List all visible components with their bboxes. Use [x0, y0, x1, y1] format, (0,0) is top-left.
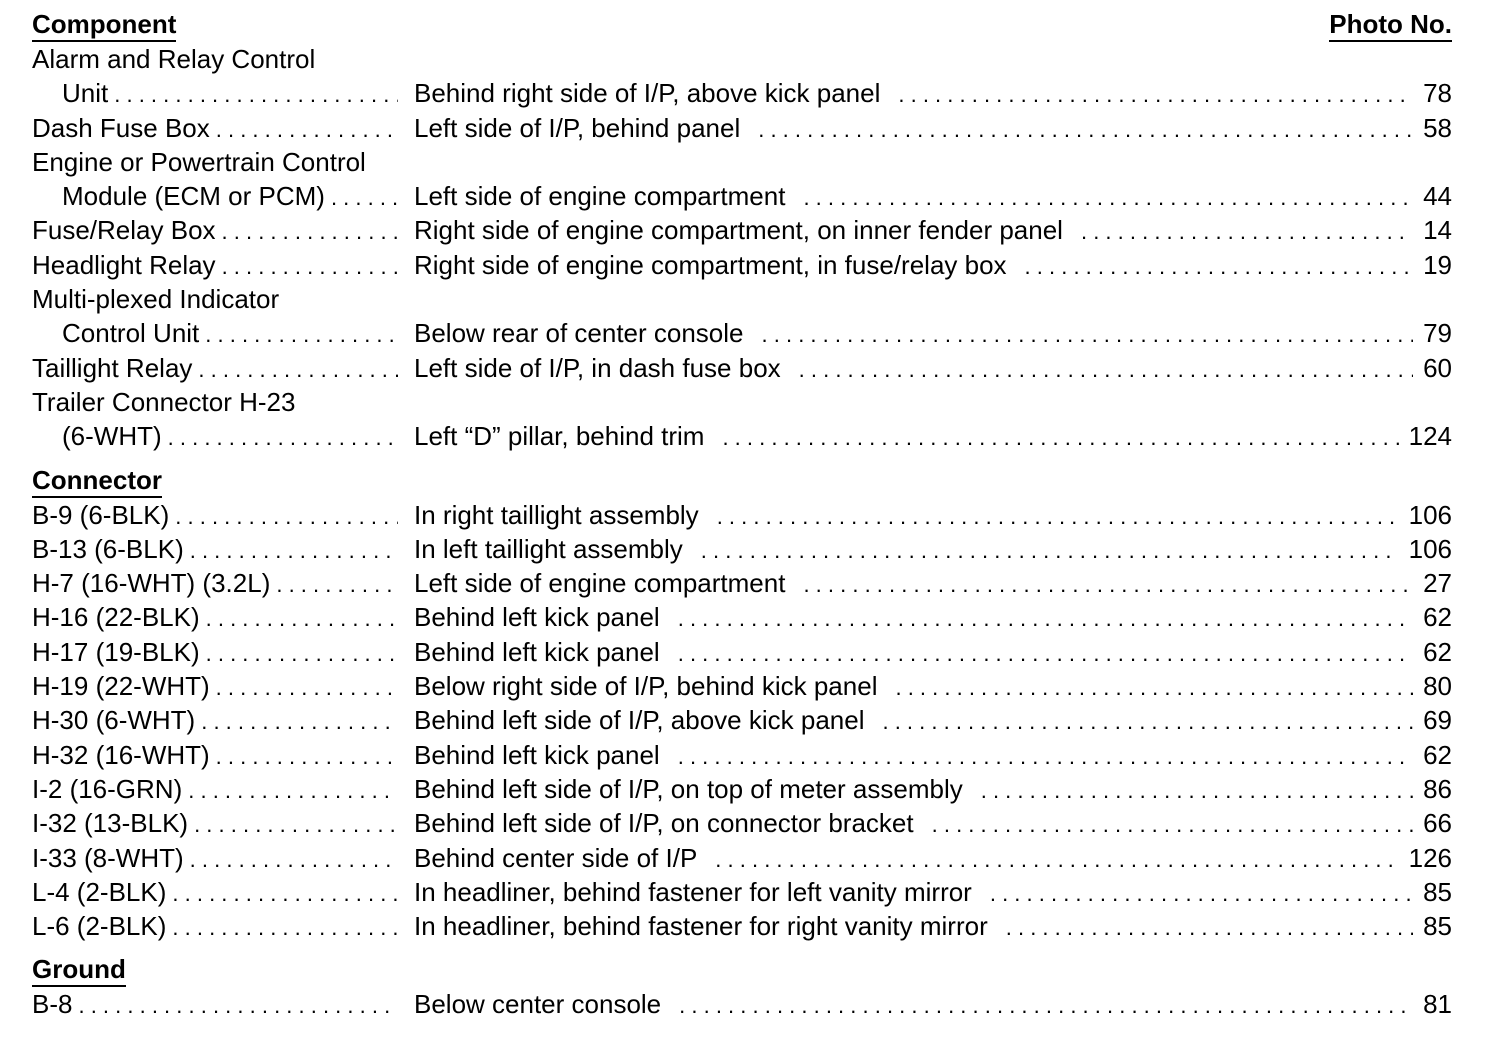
connector-row	[32, 772, 1452, 806]
component-row-name-line	[32, 282, 1452, 316]
photo-number: 106	[1408, 499, 1452, 530]
photo-number: 80	[1423, 671, 1452, 702]
connector-location: In right taillight assembly	[414, 499, 699, 530]
ground-header-row	[32, 943, 1452, 987]
connector-location: Behind left side of I/P, above kick panel	[414, 705, 865, 736]
connector-location: In headliner, behind fastener for left vanity mirror	[414, 876, 972, 907]
component-header-row	[32, 6, 1452, 42]
component-heading: Component	[32, 9, 176, 42]
component-name: Fuse/Relay Box	[32, 215, 216, 246]
connector-row	[32, 703, 1452, 737]
connector-name: I-32 (13-BLK)	[32, 808, 189, 839]
component-location: Left side of I/P, in dash fuse box	[414, 352, 781, 383]
photo-number: 44	[1423, 181, 1452, 212]
component-location: Right side of engine compartment, on inner fender panel	[414, 215, 1063, 246]
connector-row	[32, 498, 1452, 532]
component-row	[32, 111, 1452, 145]
connector-name: B-13 (6-BLK)	[32, 533, 184, 564]
connector-location: In left taillight assembly	[414, 533, 683, 564]
component-row	[32, 213, 1452, 247]
connector-heading: Connector	[32, 465, 162, 498]
ground-row	[32, 987, 1452, 1021]
component-name-line1: Engine or Powertrain Control	[32, 146, 366, 177]
photo-number: 62	[1423, 602, 1452, 633]
component-name-line1: Multi-plexed Indicator	[32, 284, 280, 315]
ground-name: B-8	[32, 989, 73, 1020]
photo-number: 62	[1423, 739, 1452, 770]
component-row	[32, 316, 1452, 350]
connector-name: H-7 (16-WHT) (3.2L)	[32, 568, 271, 599]
connector-name: H-32 (16-WHT)	[32, 739, 210, 770]
photo-number: 86	[1423, 773, 1452, 804]
photo-number: 19	[1423, 249, 1452, 280]
component-row-name-line	[32, 42, 1452, 76]
connector-location: Left side of engine compartment	[414, 568, 786, 599]
connector-row	[32, 566, 1452, 600]
connector-header-row	[32, 454, 1452, 498]
photo-number: 79	[1423, 318, 1452, 349]
connector-location: Behind left kick panel	[414, 602, 660, 633]
connector-location: Behind center side of I/P	[414, 842, 698, 873]
connector-row	[32, 600, 1452, 634]
component-name: Unit	[62, 78, 109, 109]
photo-no-heading: Photo No.	[1329, 9, 1452, 42]
component-location: Left side of I/P, behind panel	[414, 112, 741, 143]
component-location: Right side of engine compartment, in fuse/relay box	[414, 249, 1007, 280]
component-name-line1: Alarm and Relay Control	[32, 44, 316, 74]
ground-location: Below center console	[414, 989, 662, 1020]
photo-number: 85	[1423, 911, 1452, 942]
connector-row	[32, 635, 1452, 669]
component-row-name-line	[32, 145, 1452, 179]
photo-number: 81	[1423, 989, 1452, 1020]
component-location: Below rear of center console	[414, 318, 744, 349]
component-location: Left side of engine compartment	[414, 181, 786, 212]
connector-name: H-19 (22-WHT)	[32, 671, 210, 702]
connector-location: Behind left kick panel	[414, 636, 660, 667]
connector-row	[32, 669, 1452, 703]
component-location: Behind right side of I/P, above kick panel	[414, 78, 881, 109]
component-name: Headlight Relay	[32, 249, 216, 280]
connector-location: Behind left side of I/P, on connector bracket	[414, 808, 914, 839]
photo-number: 66	[1423, 808, 1452, 839]
connector-location: Behind left side of I/P, on top of meter assembly	[414, 773, 963, 804]
connector-name: H-17 (19-BLK)	[32, 636, 200, 667]
component-location-index	[32, 6, 1452, 1022]
connector-row	[32, 875, 1452, 909]
connector-location: Below right side of I/P, behind kick panel	[414, 671, 878, 702]
component-name: Control Unit	[62, 318, 200, 349]
photo-number: 106	[1408, 533, 1452, 564]
photo-number: 27	[1423, 568, 1452, 599]
component-name: Dash Fuse Box	[32, 112, 210, 143]
connector-row	[32, 841, 1452, 875]
connector-row	[32, 738, 1452, 772]
component-name: Module (ECM or PCM)	[62, 181, 325, 212]
photo-number: 124	[1408, 421, 1452, 452]
connector-row	[32, 806, 1452, 840]
component-row	[32, 351, 1452, 385]
ground-heading: Ground	[32, 954, 126, 987]
component-name-line1: Trailer Connector H-23	[32, 386, 296, 417]
connector-row	[32, 909, 1452, 943]
connector-name: I-33 (8-WHT)	[32, 842, 184, 873]
component-row	[32, 76, 1452, 110]
photo-number: 58	[1423, 112, 1452, 143]
connector-name: L-4 (2-BLK)	[32, 876, 167, 907]
component-row	[32, 248, 1452, 282]
photo-number: 78	[1423, 78, 1452, 109]
connector-location: In headliner, behind fastener for right vanity mirror	[414, 911, 988, 942]
photo-number: 62	[1423, 636, 1452, 667]
photo-number: 14	[1423, 215, 1452, 246]
connector-name: I-2 (16-GRN)	[32, 773, 183, 804]
connector-name: H-16 (22-BLK)	[32, 602, 200, 633]
connector-row	[32, 532, 1452, 566]
connector-name: L-6 (2-BLK)	[32, 911, 167, 942]
connector-name: B-9 (6-BLK)	[32, 499, 170, 530]
photo-number: 126	[1408, 842, 1452, 873]
photo-number: 85	[1423, 876, 1452, 907]
component-row	[32, 419, 1452, 453]
connector-name: H-30 (6-WHT)	[32, 705, 196, 736]
component-location: Left “D” pillar, behind trim	[414, 421, 705, 452]
connector-location: Behind left kick panel	[414, 739, 660, 770]
component-row	[32, 179, 1452, 213]
component-row-name-line	[32, 385, 1452, 419]
component-name: Taillight Relay	[32, 352, 193, 383]
component-name: (6-WHT)	[62, 421, 162, 452]
photo-number: 69	[1423, 705, 1452, 736]
photo-number: 60	[1423, 352, 1452, 383]
